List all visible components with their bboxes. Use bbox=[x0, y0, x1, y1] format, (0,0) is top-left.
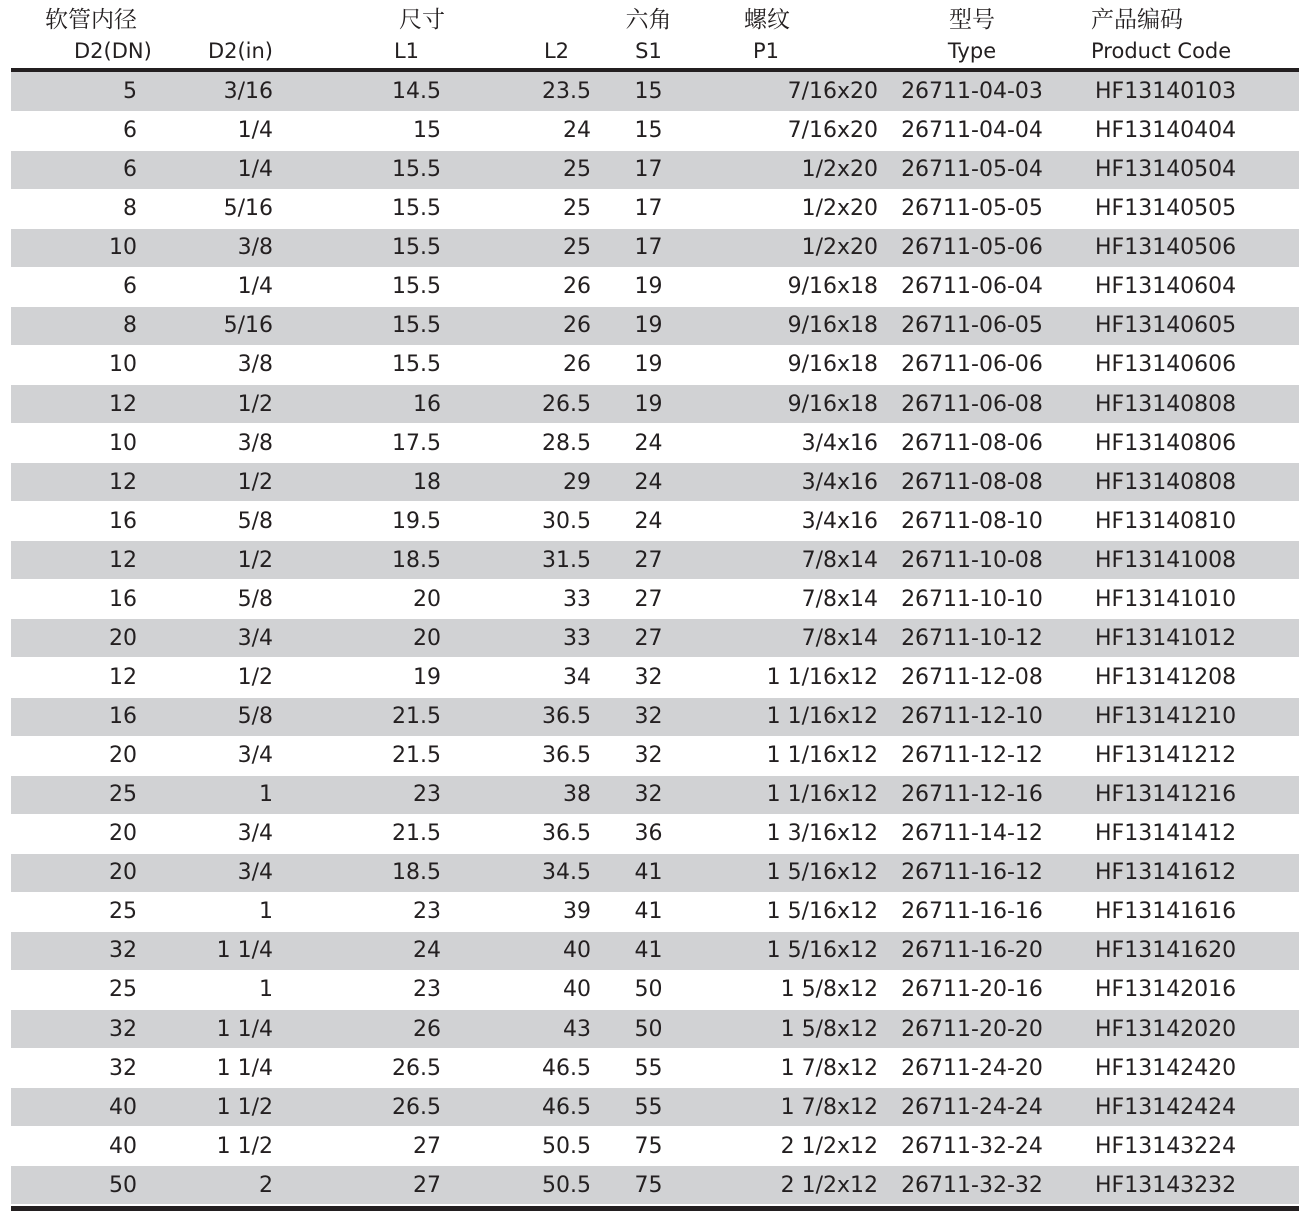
cell-s1: 75 bbox=[591, 1166, 706, 1205]
cell-l2: 26.5 bbox=[441, 385, 591, 424]
cell-product-code: HF13141212 bbox=[1058, 736, 1299, 775]
cell-product-code: HF13141616 bbox=[1058, 892, 1299, 931]
header-column-row bbox=[11, 34, 1299, 68]
cell-product-code: HF13141208 bbox=[1058, 658, 1299, 697]
cell-l1: 27 bbox=[273, 1127, 441, 1166]
cell-type: 26711-08-10 bbox=[886, 502, 1058, 541]
cell-product-code: HF13140806 bbox=[1058, 424, 1299, 463]
header-group-row bbox=[11, 0, 1299, 34]
cell-type: 26711-32-24 bbox=[886, 1127, 1058, 1166]
cell-s1: 19 bbox=[591, 345, 706, 384]
cell-l1: 19.5 bbox=[273, 502, 441, 541]
cell-l2: 34.5 bbox=[441, 853, 591, 892]
cell-dn: 32 bbox=[11, 1010, 199, 1049]
cell-product-code: HF13141012 bbox=[1058, 619, 1299, 658]
cell-dn: 10 bbox=[11, 345, 199, 384]
cell-p1: 7/16x20 bbox=[706, 72, 886, 111]
cell-inch: 1 1/4 bbox=[199, 1010, 273, 1049]
cell-dn: 25 bbox=[11, 970, 199, 1009]
cell-dn: 20 bbox=[11, 853, 199, 892]
cell-type: 26711-06-06 bbox=[886, 345, 1058, 384]
cell-product-code: HF13140506 bbox=[1058, 228, 1299, 267]
cell-p1: 2 1/2x12 bbox=[706, 1166, 886, 1205]
cell-inch: 5/8 bbox=[199, 580, 273, 619]
cell-inch: 1 1/4 bbox=[199, 1049, 273, 1088]
cell-p1: 1 1/16x12 bbox=[706, 736, 886, 775]
cell-dn: 16 bbox=[11, 580, 199, 619]
cell-inch: 5/8 bbox=[199, 502, 273, 541]
cell-l2: 25 bbox=[441, 228, 591, 267]
cell-p1: 7/8x14 bbox=[706, 619, 886, 658]
cell-s1: 15 bbox=[591, 111, 706, 150]
cell-l1: 15 bbox=[273, 111, 441, 150]
cell-p1: 1 1/16x12 bbox=[706, 697, 886, 736]
table-row bbox=[11, 1127, 1299, 1166]
cell-type: 26711-08-06 bbox=[886, 424, 1058, 463]
table-row bbox=[11, 345, 1299, 384]
table-row bbox=[11, 541, 1299, 580]
table-row bbox=[11, 775, 1299, 814]
cell-p1: 1 5/8x12 bbox=[706, 970, 886, 1009]
cell-s1: 50 bbox=[591, 970, 706, 1009]
cell-inch: 1/2 bbox=[199, 385, 273, 424]
cell-type: 26711-24-24 bbox=[886, 1088, 1058, 1127]
table-header bbox=[11, 0, 1299, 72]
cell-type: 26711-16-12 bbox=[886, 853, 1058, 892]
cell-l2: 38 bbox=[441, 775, 591, 814]
cell-inch: 3/16 bbox=[199, 72, 273, 111]
table-row bbox=[11, 463, 1299, 502]
cell-l2: 46.5 bbox=[441, 1088, 591, 1127]
cell-p1: 9/16x18 bbox=[706, 306, 886, 345]
cell-dn: 8 bbox=[11, 306, 199, 345]
cell-inch: 1/2 bbox=[199, 658, 273, 697]
cell-l1: 23 bbox=[273, 970, 441, 1009]
cell-type: 26711-04-04 bbox=[886, 111, 1058, 150]
cell-inch: 1 1/2 bbox=[199, 1088, 273, 1127]
cell-s1: 36 bbox=[591, 814, 706, 853]
cell-inch: 3/4 bbox=[199, 619, 273, 658]
cell-l2: 26 bbox=[441, 267, 591, 306]
cell-inch: 1/2 bbox=[199, 463, 273, 502]
cell-inch: 1 bbox=[199, 970, 273, 1009]
cell-inch: 3/4 bbox=[199, 736, 273, 775]
cell-l2: 39 bbox=[441, 892, 591, 931]
cell-s1: 27 bbox=[591, 619, 706, 658]
cell-type: 26711-12-12 bbox=[886, 736, 1058, 775]
cell-dn: 5 bbox=[11, 72, 199, 111]
cell-p1: 1 5/16x12 bbox=[706, 931, 886, 970]
cell-s1: 41 bbox=[591, 853, 706, 892]
table-row bbox=[11, 1166, 1299, 1205]
cell-l1: 16 bbox=[273, 385, 441, 424]
cell-s1: 27 bbox=[591, 580, 706, 619]
cell-inch: 3/4 bbox=[199, 814, 273, 853]
header-code: 产品编码 bbox=[1091, 7, 1183, 33]
cell-p1: 1 7/8x12 bbox=[706, 1088, 886, 1127]
cell-l1: 21.5 bbox=[273, 697, 441, 736]
cell-dn: 6 bbox=[11, 150, 199, 189]
cell-dn: 10 bbox=[11, 228, 199, 267]
table-row bbox=[11, 853, 1299, 892]
cell-l1: 15.5 bbox=[273, 306, 441, 345]
cell-type: 26711-20-16 bbox=[886, 970, 1058, 1009]
cell-l1: 19 bbox=[273, 658, 441, 697]
cell-inch: 1 1/4 bbox=[199, 931, 273, 970]
cell-dn: 32 bbox=[11, 931, 199, 970]
table-row bbox=[11, 697, 1299, 736]
cell-type: 26711-32-32 bbox=[886, 1166, 1058, 1205]
cell-product-code: HF13140810 bbox=[1058, 502, 1299, 541]
cell-p1: 1 5/8x12 bbox=[706, 1010, 886, 1049]
cell-l2: 23.5 bbox=[441, 72, 591, 111]
table-row bbox=[11, 306, 1299, 345]
table-row bbox=[11, 1010, 1299, 1049]
cell-l1: 24 bbox=[273, 931, 441, 970]
cell-product-code: HF13142020 bbox=[1058, 1010, 1299, 1049]
cell-type: 26711-16-16 bbox=[886, 892, 1058, 931]
cell-s1: 32 bbox=[591, 736, 706, 775]
cell-dn: 40 bbox=[11, 1127, 199, 1166]
cell-s1: 19 bbox=[591, 385, 706, 424]
cell-dn: 40 bbox=[11, 1088, 199, 1127]
spec-table bbox=[11, 0, 1299, 1205]
cell-type: 26711-10-10 bbox=[886, 580, 1058, 619]
cell-l2: 24 bbox=[441, 111, 591, 150]
table-body bbox=[11, 72, 1299, 1205]
cell-inch: 5/16 bbox=[199, 189, 273, 228]
cell-l2: 36.5 bbox=[441, 736, 591, 775]
cell-product-code: HF13141412 bbox=[1058, 814, 1299, 853]
table-row bbox=[11, 658, 1299, 697]
header-hex: 六角 bbox=[625, 7, 672, 33]
cell-s1: 17 bbox=[591, 150, 706, 189]
cell-p1: 9/16x18 bbox=[706, 345, 886, 384]
cell-s1: 15 bbox=[591, 72, 706, 111]
table-row bbox=[11, 267, 1299, 306]
cell-p1: 9/16x18 bbox=[706, 385, 886, 424]
table-row bbox=[11, 619, 1299, 658]
cell-product-code: HF13143224 bbox=[1058, 1127, 1299, 1166]
cell-type: 26711-06-04 bbox=[886, 267, 1058, 306]
cell-type: 26711-08-08 bbox=[886, 463, 1058, 502]
cell-l1: 26 bbox=[273, 1010, 441, 1049]
cell-type: 26711-04-03 bbox=[886, 72, 1058, 111]
cell-type: 26711-06-05 bbox=[886, 306, 1058, 345]
cell-s1: 24 bbox=[591, 424, 706, 463]
cell-s1: 32 bbox=[591, 658, 706, 697]
cell-dn: 6 bbox=[11, 111, 199, 150]
cell-p1: 1/2x20 bbox=[706, 228, 886, 267]
header-col-dn: D2(DN) bbox=[74, 39, 152, 63]
header-thread: 螺纹 bbox=[744, 7, 790, 33]
table-row bbox=[11, 580, 1299, 619]
cell-p1: 7/8x14 bbox=[706, 580, 886, 619]
cell-inch: 3/4 bbox=[199, 853, 273, 892]
cell-p1: 3/4x16 bbox=[706, 463, 886, 502]
cell-s1: 24 bbox=[591, 463, 706, 502]
cell-product-code: HF13140605 bbox=[1058, 306, 1299, 345]
cell-l2: 50.5 bbox=[441, 1127, 591, 1166]
cell-product-code: HF13140606 bbox=[1058, 345, 1299, 384]
table-row bbox=[11, 970, 1299, 1009]
cell-dn: 12 bbox=[11, 385, 199, 424]
header-hose-id: 软管内径 bbox=[45, 7, 137, 33]
cell-dn: 6 bbox=[11, 267, 199, 306]
cell-inch: 1 bbox=[199, 775, 273, 814]
cell-l1: 18 bbox=[273, 463, 441, 502]
cell-s1: 32 bbox=[591, 697, 706, 736]
cell-p1: 3/4x16 bbox=[706, 424, 886, 463]
cell-type: 26711-20-20 bbox=[886, 1010, 1058, 1049]
cell-type: 26711-10-08 bbox=[886, 541, 1058, 580]
table-row bbox=[11, 111, 1299, 150]
cell-type: 26711-05-04 bbox=[886, 150, 1058, 189]
cell-dn: 25 bbox=[11, 775, 199, 814]
cell-s1: 24 bbox=[591, 502, 706, 541]
cell-l1: 23 bbox=[273, 775, 441, 814]
header-col-p1: P1 bbox=[753, 39, 780, 63]
cell-l1: 20 bbox=[273, 580, 441, 619]
cell-dn: 32 bbox=[11, 1049, 199, 1088]
header-col-type: Type bbox=[947, 39, 997, 63]
cell-inch: 5/16 bbox=[199, 306, 273, 345]
cell-inch: 1 bbox=[199, 892, 273, 931]
table-row bbox=[11, 189, 1299, 228]
cell-product-code: HF13141010 bbox=[1058, 580, 1299, 619]
cell-l2: 26 bbox=[441, 345, 591, 384]
table-row bbox=[11, 72, 1299, 111]
cell-inch: 1 1/2 bbox=[199, 1127, 273, 1166]
cell-p1: 1 5/16x12 bbox=[706, 853, 886, 892]
cell-s1: 17 bbox=[591, 228, 706, 267]
cell-product-code: HF13142016 bbox=[1058, 970, 1299, 1009]
cell-l1: 17.5 bbox=[273, 424, 441, 463]
cell-l1: 15.5 bbox=[273, 150, 441, 189]
cell-l2: 28.5 bbox=[441, 424, 591, 463]
cell-s1: 41 bbox=[591, 931, 706, 970]
cell-l2: 29 bbox=[441, 463, 591, 502]
cell-product-code: HF13141612 bbox=[1058, 853, 1299, 892]
cell-inch: 5/8 bbox=[199, 697, 273, 736]
cell-l2: 25 bbox=[441, 189, 591, 228]
cell-product-code: HF13140404 bbox=[1058, 111, 1299, 150]
cell-l1: 15.5 bbox=[273, 189, 441, 228]
table-row bbox=[11, 736, 1299, 775]
cell-l1: 26.5 bbox=[273, 1049, 441, 1088]
cell-product-code: HF13141620 bbox=[1058, 931, 1299, 970]
cell-s1: 32 bbox=[591, 775, 706, 814]
cell-l2: 43 bbox=[441, 1010, 591, 1049]
cell-type: 26711-16-20 bbox=[886, 931, 1058, 970]
cell-product-code: HF13142420 bbox=[1058, 1049, 1299, 1088]
cell-product-code: HF13140504 bbox=[1058, 150, 1299, 189]
cell-dn: 20 bbox=[11, 814, 199, 853]
cell-l1: 15.5 bbox=[273, 228, 441, 267]
cell-product-code: HF13140808 bbox=[1058, 463, 1299, 502]
cell-l2: 40 bbox=[441, 931, 591, 970]
cell-p1: 7/8x14 bbox=[706, 541, 886, 580]
cell-type: 26711-10-12 bbox=[886, 619, 1058, 658]
cell-product-code: HF13142424 bbox=[1058, 1088, 1299, 1127]
cell-l1: 21.5 bbox=[273, 814, 441, 853]
cell-dn: 12 bbox=[11, 463, 199, 502]
cell-p1: 7/16x20 bbox=[706, 111, 886, 150]
cell-l2: 33 bbox=[441, 580, 591, 619]
cell-l2: 26 bbox=[441, 306, 591, 345]
cell-p1: 3/4x16 bbox=[706, 502, 886, 541]
cell-dn: 20 bbox=[11, 736, 199, 775]
cell-dn: 16 bbox=[11, 697, 199, 736]
header-type: 型号 bbox=[949, 7, 995, 33]
cell-l2: 36.5 bbox=[441, 814, 591, 853]
header-col-l2: L2 bbox=[543, 39, 569, 63]
cell-l1: 15.5 bbox=[273, 267, 441, 306]
table-row bbox=[11, 1049, 1299, 1088]
cell-type: 26711-05-06 bbox=[886, 228, 1058, 267]
cell-p1: 1/2x20 bbox=[706, 189, 886, 228]
header-col-in: D2(in) bbox=[207, 39, 273, 63]
cell-product-code: HF13143232 bbox=[1058, 1166, 1299, 1205]
cell-inch: 2 bbox=[199, 1166, 273, 1205]
cell-l1: 21.5 bbox=[273, 736, 441, 775]
cell-inch: 1/2 bbox=[199, 541, 273, 580]
cell-inch: 3/8 bbox=[199, 228, 273, 267]
table-row bbox=[11, 931, 1299, 970]
cell-l2: 34 bbox=[441, 658, 591, 697]
cell-dn: 12 bbox=[11, 658, 199, 697]
cell-p1: 1 7/8x12 bbox=[706, 1049, 886, 1088]
cell-product-code: HF13141216 bbox=[1058, 775, 1299, 814]
cell-inch: 3/8 bbox=[199, 345, 273, 384]
cell-dn: 50 bbox=[11, 1166, 199, 1205]
cell-product-code: HF13140103 bbox=[1058, 72, 1299, 111]
bottom-rule bbox=[11, 1206, 1299, 1211]
table-row bbox=[11, 228, 1299, 267]
cell-s1: 27 bbox=[591, 541, 706, 580]
header-size: 尺寸 bbox=[399, 7, 445, 33]
header-col-code: Product Code bbox=[1091, 39, 1232, 63]
table-row bbox=[11, 892, 1299, 931]
cell-product-code: HF13141008 bbox=[1058, 541, 1299, 580]
table-row bbox=[11, 150, 1299, 189]
cell-type: 26711-14-12 bbox=[886, 814, 1058, 853]
cell-l2: 50.5 bbox=[441, 1166, 591, 1205]
cell-type: 26711-05-05 bbox=[886, 189, 1058, 228]
cell-l2: 33 bbox=[441, 619, 591, 658]
cell-dn: 20 bbox=[11, 619, 199, 658]
cell-dn: 8 bbox=[11, 189, 199, 228]
cell-s1: 19 bbox=[591, 306, 706, 345]
cell-s1: 50 bbox=[591, 1010, 706, 1049]
cell-l1: 27 bbox=[273, 1166, 441, 1205]
cell-inch: 3/8 bbox=[199, 424, 273, 463]
cell-p1: 1 3/16x12 bbox=[706, 814, 886, 853]
cell-inch: 1/4 bbox=[199, 111, 273, 150]
cell-l1: 20 bbox=[273, 619, 441, 658]
cell-p1: 1 5/16x12 bbox=[706, 892, 886, 931]
cell-type: 26711-24-20 bbox=[886, 1049, 1058, 1088]
cell-dn: 16 bbox=[11, 502, 199, 541]
cell-l2: 40 bbox=[441, 970, 591, 1009]
cell-type: 26711-12-16 bbox=[886, 775, 1058, 814]
cell-p1: 1/2x20 bbox=[706, 150, 886, 189]
header-spacer bbox=[199, 0, 273, 34]
cell-s1: 41 bbox=[591, 892, 706, 931]
cell-s1: 17 bbox=[591, 189, 706, 228]
cell-type: 26711-12-08 bbox=[886, 658, 1058, 697]
cell-type: 26711-12-10 bbox=[886, 697, 1058, 736]
cell-product-code: HF13140604 bbox=[1058, 267, 1299, 306]
cell-l2: 30.5 bbox=[441, 502, 591, 541]
header-col-l1: L1 bbox=[393, 39, 419, 63]
header-col-s1: S1 bbox=[635, 39, 662, 63]
cell-product-code: HF13140808 bbox=[1058, 385, 1299, 424]
cell-dn: 25 bbox=[11, 892, 199, 931]
cell-l2: 25 bbox=[441, 150, 591, 189]
cell-l1: 15.5 bbox=[273, 345, 441, 384]
cell-l2: 46.5 bbox=[441, 1049, 591, 1088]
cell-p1: 2 1/2x12 bbox=[706, 1127, 886, 1166]
table-row bbox=[11, 424, 1299, 463]
cell-l1: 14.5 bbox=[273, 72, 441, 111]
cell-product-code: HF13141210 bbox=[1058, 697, 1299, 736]
cell-l2: 36.5 bbox=[441, 697, 591, 736]
cell-l1: 18.5 bbox=[273, 853, 441, 892]
cell-dn: 10 bbox=[11, 424, 199, 463]
table-row bbox=[11, 385, 1299, 424]
cell-p1: 1 1/16x12 bbox=[706, 775, 886, 814]
cell-l1: 23 bbox=[273, 892, 441, 931]
cell-l2: 31.5 bbox=[441, 541, 591, 580]
table-row bbox=[11, 1088, 1299, 1127]
cell-p1: 9/16x18 bbox=[706, 267, 886, 306]
cell-inch: 1/4 bbox=[199, 150, 273, 189]
cell-p1: 1 1/16x12 bbox=[706, 658, 886, 697]
cell-s1: 75 bbox=[591, 1127, 706, 1166]
cell-s1: 55 bbox=[591, 1049, 706, 1088]
cell-l1: 18.5 bbox=[273, 541, 441, 580]
cell-dn: 12 bbox=[11, 541, 199, 580]
cell-l1: 26.5 bbox=[273, 1088, 441, 1127]
cell-s1: 19 bbox=[591, 267, 706, 306]
cell-inch: 1/4 bbox=[199, 267, 273, 306]
cell-type: 26711-06-08 bbox=[886, 385, 1058, 424]
cell-product-code: HF13140505 bbox=[1058, 189, 1299, 228]
table-row bbox=[11, 814, 1299, 853]
table-row bbox=[11, 502, 1299, 541]
cell-s1: 55 bbox=[591, 1088, 706, 1127]
